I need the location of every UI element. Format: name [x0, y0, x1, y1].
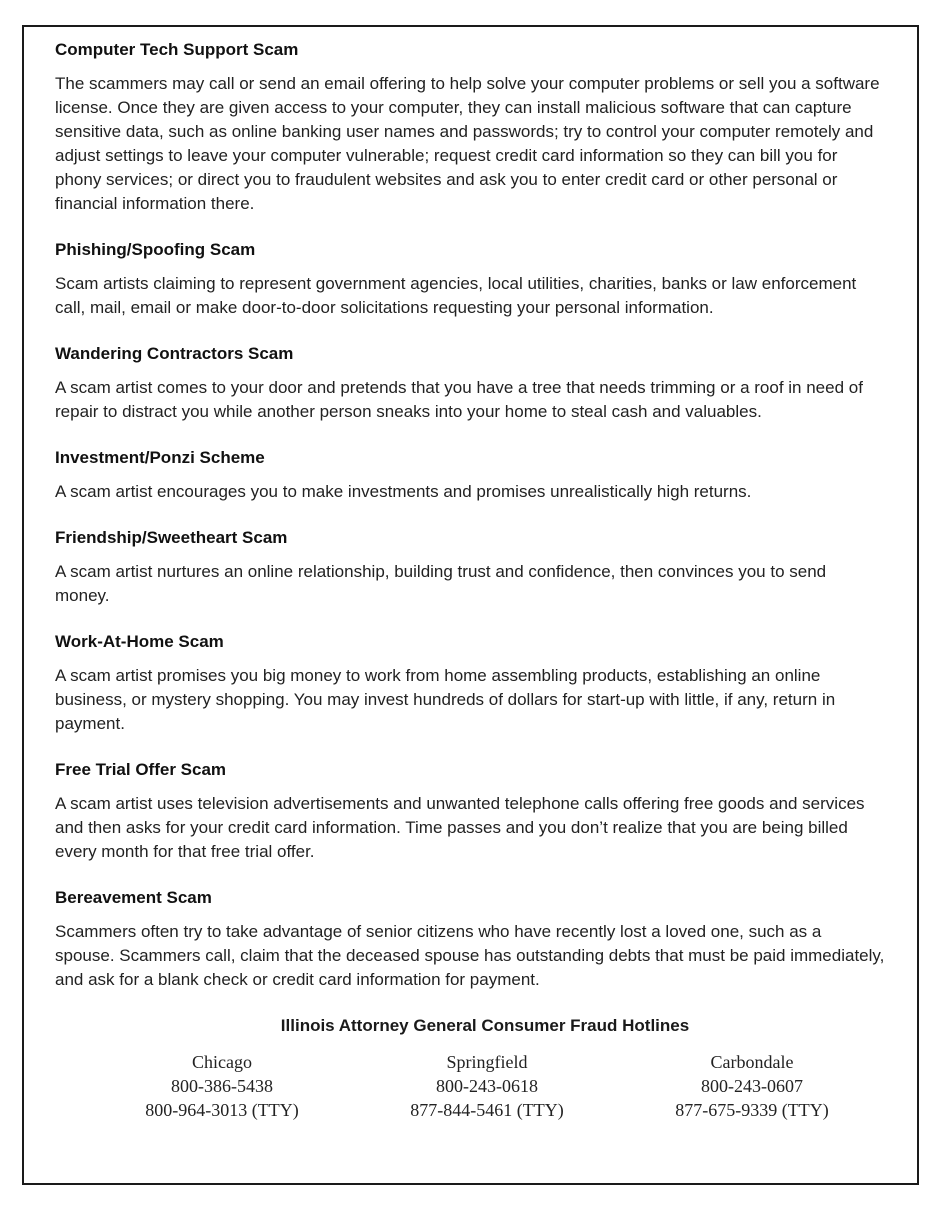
scam-section-phishing: [55, 238, 885, 320]
section-body: A scam artist comes to your door and pretends that you have a tree that needs trimming or a roof in need of repair to distract you while another person sneaks into your home to steal cash and valuables.: [55, 378, 863, 421]
section-heading: Free Trial Offer Scam: [55, 760, 227, 779]
section-heading: Work-At-Home Scam: [55, 632, 224, 651]
hotline-cities: [102, 1050, 872, 1122]
section-body: A scam artist uses television advertisements and unwanted telephone calls offering free goods and services and then asks for your credit card information. Time passes and you don’t realize that you are being billed every month for that free trial offer.: [55, 794, 865, 861]
scam-section-friendship: [55, 526, 885, 608]
scam-section-work-at-home: [55, 630, 885, 736]
section-body: A scam artist nurtures an online relationship, building trust and confidence, then convinces you to send money.: [55, 562, 827, 605]
city-phone: 800-386-5438: [171, 1076, 273, 1096]
section-heading: Wandering Contractors Scam: [55, 344, 294, 363]
section-heading: Bereavement Scam: [55, 888, 212, 907]
section-body: Scammers often try to take advantage of senior citizens who have recently lost a loved one, such as a spouse. Scammers call, claim that the deceased spouse has outstanding debts that must be paid immediately, and ask for a blank check or credit card information for payment.: [55, 922, 885, 989]
city-phone: 800-243-0607: [701, 1076, 803, 1096]
scam-section-free-trial: [55, 758, 885, 864]
hotline-carbondale: [632, 1050, 872, 1122]
scam-section-bereavement: [55, 886, 885, 992]
scam-section-contractors: [55, 342, 885, 424]
city-name: Chicago: [192, 1052, 252, 1072]
section-heading: Computer Tech Support Scam: [55, 40, 299, 59]
section-heading: Investment/Ponzi Scheme: [55, 448, 265, 467]
city-phone: 800-243-0618: [436, 1076, 538, 1096]
section-body: A scam artist encourages you to make investments and promises unrealistically high returns.: [55, 482, 752, 501]
hotline-springfield: [367, 1050, 607, 1122]
hotlines-title: Illinois Attorney General Consumer Fraud Hotlines: [280, 1016, 690, 1035]
section-body: The scammers may call or send an email offering to help solve your computer problems or sell you a software license. Once they are given access to your computer, they can install malicious software that can capture sensitive data, such as online banking user names and passwords; try to control your computer remotely and adjust settings to leave your computer vulnerable; request credit card information so they can bill you for phony services; or direct you to fraudulent websites and ask you to enter credit card or other personal or financial information there.: [55, 74, 880, 213]
city-tty: 877-844-5461 (TTY): [410, 1100, 564, 1120]
city-name: Springfield: [446, 1052, 528, 1072]
scam-section-investment: [55, 446, 885, 504]
section-body: Scam artists claiming to represent government agencies, local utilities, charities, banks or law enforcement call, mail, email or make door-to-door solicitations requesting your personal information.: [55, 274, 857, 317]
section-heading: Phishing/Spoofing Scam: [55, 240, 256, 259]
document-content: [55, 38, 885, 1122]
section-heading: Friendship/Sweetheart Scam: [55, 528, 288, 547]
section-body: A scam artist promises you big money to work from home assembling products, establishing an online business, or mystery shopping. You may invest hundreds of dollars for start-up with little, if any, return in payment.: [55, 666, 836, 733]
scam-section-tech-support: [55, 38, 885, 216]
hotline-chicago: [102, 1050, 342, 1122]
city-tty: 800-964-3013 (TTY): [145, 1100, 299, 1120]
city-tty: 877-675-9339 (TTY): [675, 1100, 829, 1120]
hotlines-block: [55, 1014, 885, 1122]
city-name: Carbondale: [710, 1052, 794, 1072]
